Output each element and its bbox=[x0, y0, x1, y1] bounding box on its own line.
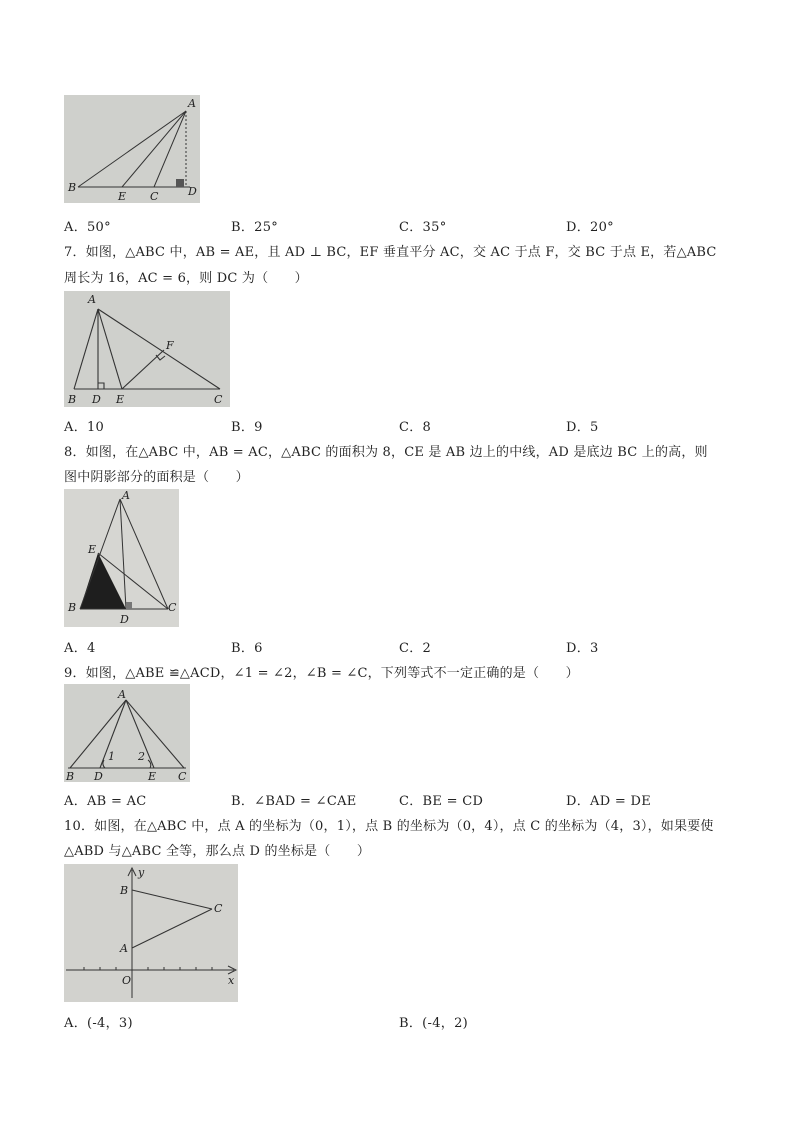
q6-option-d[interactable]: D．20° bbox=[566, 220, 614, 235]
q9-label-d: D bbox=[94, 770, 103, 782]
q9-option-c[interactable]: C．BE = CD bbox=[399, 794, 484, 809]
q7-line2: 周长为 16，AC = 6，则 DC 为（ ） bbox=[64, 271, 308, 286]
q7-label-c: C bbox=[214, 393, 223, 406]
q10-line2: △ABD 与△ABC 全等，那么点 D 的坐标是（ ） bbox=[64, 844, 371, 859]
q7-label-e: E bbox=[116, 393, 125, 406]
q10-label-a: A bbox=[120, 942, 128, 955]
q10-label-c: C bbox=[214, 902, 223, 915]
q7-option-b[interactable]: B．9 bbox=[231, 420, 263, 435]
q8-option-d[interactable]: D．3 bbox=[566, 641, 599, 656]
q10-label-y: y bbox=[138, 866, 145, 879]
q9-label-2: 2 bbox=[138, 750, 145, 763]
q7-label-a: A bbox=[88, 293, 96, 306]
q8-line1: 8．如图，在△ABC 中，AB = AC，△ABC 的面积为 8，CE 是 AB 边上的中线，AD 是底边 BC 上的高，则 bbox=[64, 445, 708, 460]
q8-option-b[interactable]: B．6 bbox=[231, 641, 263, 656]
q7-label-f: F bbox=[166, 339, 174, 352]
q8-label-e: E bbox=[88, 543, 97, 556]
q8-option-c[interactable]: C．2 bbox=[399, 641, 432, 656]
q9-option-b[interactable]: B．∠BAD = ∠CAE bbox=[231, 794, 357, 809]
q8-label-a: A bbox=[122, 489, 130, 502]
q10-line1: 10．如图，在△ABC 中，点 A 的坐标为（0，1），点 B 的坐标为（0，4），点 C 的坐标为（4，3），如果要使 bbox=[64, 819, 714, 834]
q10-label-x: x bbox=[228, 974, 235, 987]
q7-figure bbox=[64, 291, 230, 407]
q6-label-c: C bbox=[150, 190, 159, 203]
q10-figure bbox=[64, 864, 238, 1002]
q6-figure bbox=[64, 95, 200, 203]
q9-label-1: 1 bbox=[108, 750, 115, 763]
q9-label-b: B bbox=[66, 770, 75, 782]
q8-label-b: B bbox=[68, 601, 77, 614]
q9-label-e: E bbox=[148, 770, 157, 782]
q8-figure bbox=[64, 489, 179, 627]
q6-option-a[interactable]: A．50° bbox=[64, 220, 111, 235]
q6-option-c[interactable]: C．35° bbox=[399, 220, 447, 235]
q10-label-b: B bbox=[120, 884, 129, 897]
q9-option-d[interactable]: D．AD = DE bbox=[566, 794, 652, 809]
q8-option-a[interactable]: A．4 bbox=[64, 641, 96, 656]
q9-option-a[interactable]: A．AB = AC bbox=[64, 794, 147, 809]
q9-line1: 9．如图，△ABE ≌△ACD，∠1 = ∠2，∠B = ∠C，下列等式不一定正确的是（ ） bbox=[64, 666, 579, 681]
q9-label-a: A bbox=[118, 688, 126, 701]
q7-label-b: B bbox=[68, 393, 77, 406]
q6-option-b[interactable]: B．25° bbox=[231, 220, 279, 235]
q10-label-o: O bbox=[122, 974, 132, 987]
q8-label-c: C bbox=[168, 601, 177, 614]
q9-label-c: C bbox=[178, 770, 187, 782]
q7-line1: 7．如图，△ABC 中，AB = AE，且 AD ⊥ BC，EF 垂直平分 AC，交 AC 于点 F，交 BC 于点 E，若△ABC bbox=[64, 245, 717, 260]
q8-label-d: D bbox=[120, 613, 129, 626]
q7-label-d: D bbox=[92, 393, 101, 406]
q7-option-c[interactable]: C．8 bbox=[399, 420, 432, 435]
q8-line2: 图中阴影部分的面积是（ ） bbox=[64, 470, 249, 485]
q6-label-b: B bbox=[68, 181, 77, 194]
q10-option-b[interactable]: B．(-4，2) bbox=[399, 1016, 469, 1031]
q6-label-d: D bbox=[188, 185, 197, 198]
q7-option-a[interactable]: A．10 bbox=[64, 420, 105, 435]
q6-label-e: E bbox=[118, 190, 127, 203]
q10-option-a[interactable]: A．(-4，3) bbox=[64, 1016, 133, 1031]
q7-option-d[interactable]: D．5 bbox=[566, 420, 599, 435]
q6-label-a: A bbox=[188, 97, 196, 110]
q9-figure bbox=[64, 684, 190, 782]
